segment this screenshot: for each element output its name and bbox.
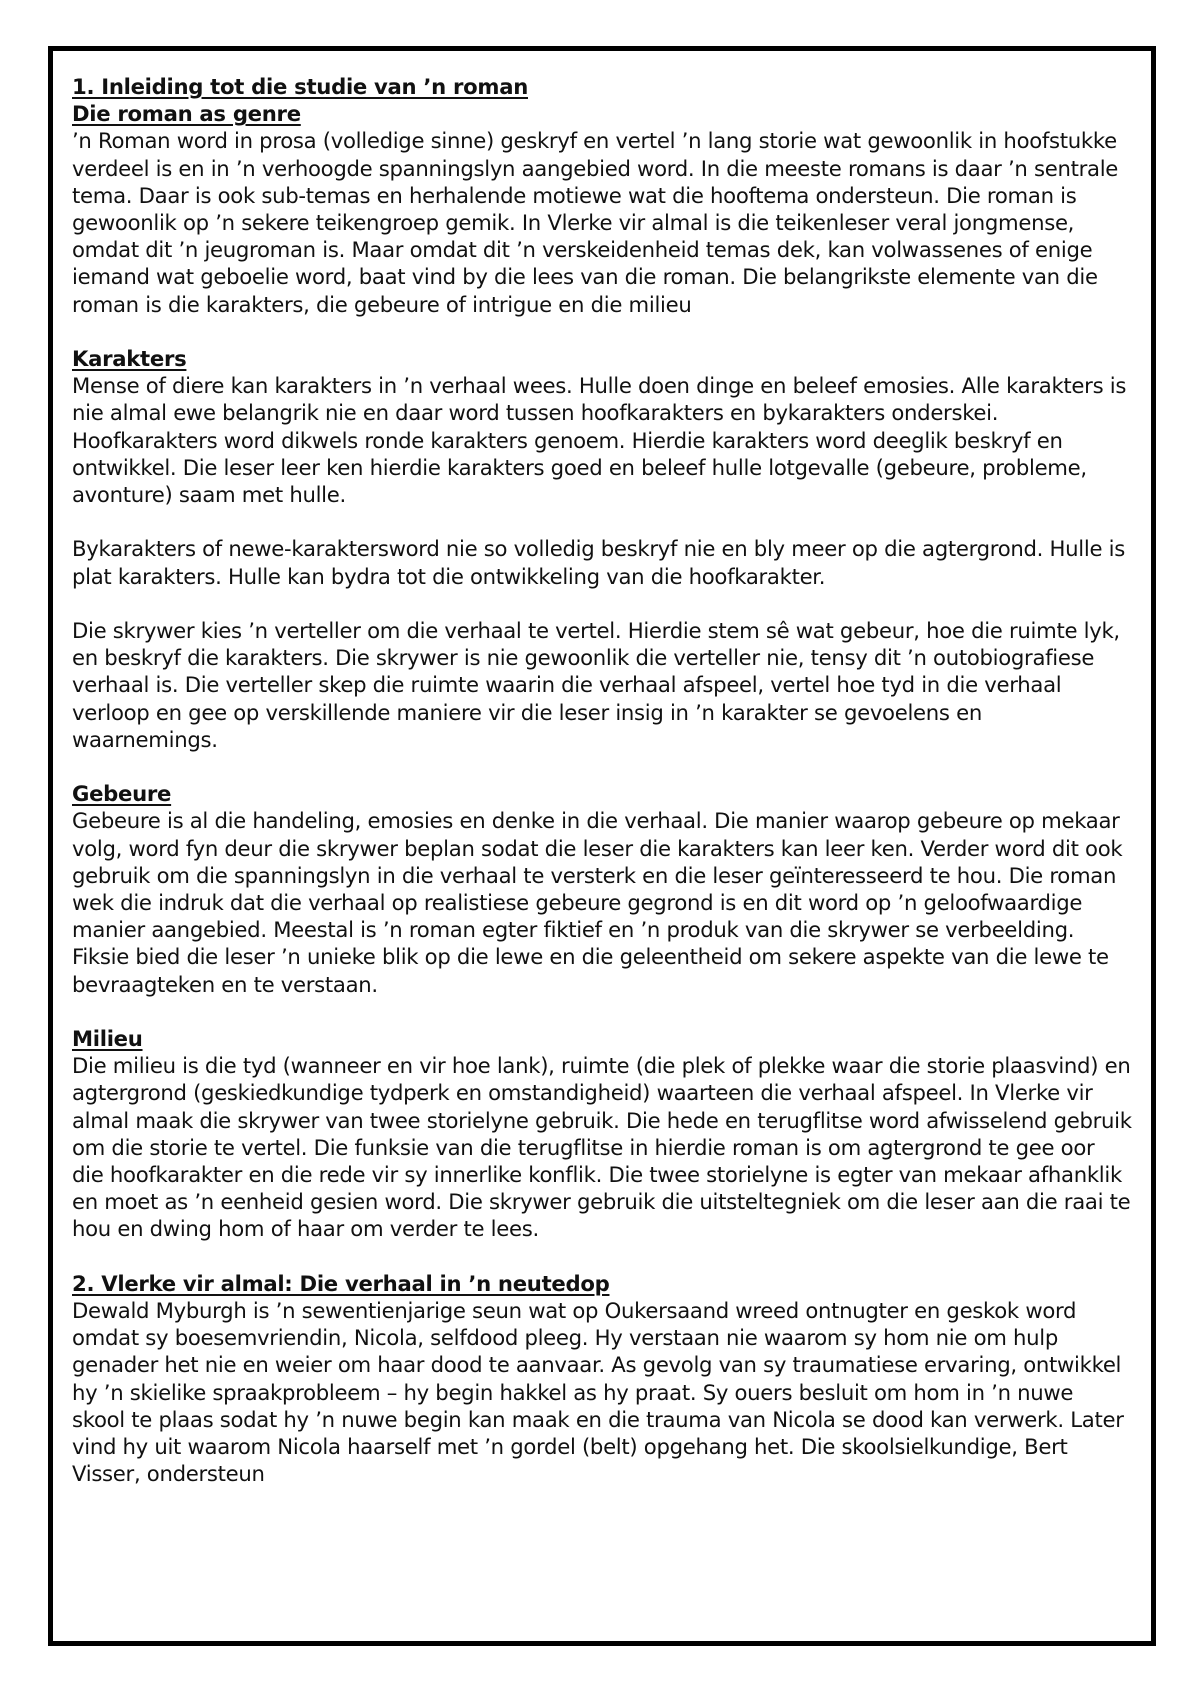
section-verhaal-in-neutedop xyxy=(72,1270,1132,1488)
paragraph-karakters-2: Bykarakters of newe-karaktersword nie so volledig beskryf nie en bly meer op die agtergrond. Hulle is plat karakters. Hulle kan bydra tot die ontwikkeling van die hoofkarakter. xyxy=(72,536,1125,589)
section-bykarakters xyxy=(72,535,1132,589)
section-verteller xyxy=(72,617,1132,753)
section-1-title: 1. Inleiding tot die studie van ’n roman xyxy=(72,74,528,99)
paragraph-roman-as-genre: ’n Roman word in prosa (volledige sinne) geskryf en vertel ’n lang storie wat gewoonlik in hoofstukke verdeel is en in ’n verhoogde spanningslyn aangebied word. In die meeste romans is daar ’n sentrale tema. Daar is ook sub-temas en herhalende motiewe wat die hooftema ondersteun. Die roman is gewoonlik op ’n sekere teikengroep gemik. In Vlerke vir almal is die teikenleser veral jongmense, omdat dit ’n jeugroman is. Maar omdat dit ’n verskeidenheid temas dek, kan volwassenes of enige iemand wat geboelie word, baat vind by die lees van die roman. Die belangrikste elemente van die roman is die karakters, die gebeure of intrigue en die milieu xyxy=(72,128,1119,317)
subheading-roman-as-genre: Die roman as genre xyxy=(72,101,301,127)
section-roman-as-genre xyxy=(72,73,1132,318)
paragraph-milieu: Die milieu is die tyd (wanneer en vir hoe lank), ruimte (die plek of plekke waar die storie plaasvind) en agtergrond (geskiedkundige tydperk en omstandigheid) waarteen die verhaal afspeel. In Vlerke vir almal maak die skrywer van twee storielyne gebruik. Die hede en terugflitse word afwisselend gebruik om die storie te vertel. Die funksie van die terugflitse in hierdie roman is om agtergrond te gee oor die hoofkarakter en die rede vir sy innerlike konflik. Die twee storielyne is egter van mekaar afhanklik en moet as ’n eenheid gesien word. Die skrywer gebruik die uitsteltegniek om die leser aan die raai te hou en dwing hom of haar om verder te lees. xyxy=(72,1053,1132,1242)
paragraph-karakters-1: Mense of diere kan karakters in ’n verhaal wees. Hulle doen dinge en beleef emosies. Alle karakters is nie almal ewe belangrik nie en daar word tussen hoofkarakters en bykarakters onderskei. Hoofkarakters word dikwels ronde karakters genoem. Hierdie karakters word deeglik beskryf en ontwikkel. Die leser leer ken hierdie karakters goed en beleef hulle lotgevalle (gebeure, probleme, avonture) saam met hulle. xyxy=(72,373,1127,508)
subheading-gebeure: Gebeure xyxy=(72,781,172,807)
section-karakters xyxy=(72,345,1132,508)
paragraph-verhaal-in-neutedop: Dewald Myburgh is ’n sewentienjarige seun wat op Oukersaand wreed ontnugter en geskok word omdat sy boesemvriendin, Nicola, selfdood pleeg. Hy verstaan nie waarom sy hom nie om hulp genader het nie en weier om haar dood te aanvaar. As gevolg van sy traumatiese ervaring, ontwikkel hy ’n skielike spraakprobleem – hy begin hakkel as hy praat. Sy ouers besluit om hom in ’n nuwe skool te plaas sodat hy ’n nuwe begin kan maak en die trauma van Nicola se dood kan verwerk. Later vind hy uit waarom Nicola haarself met ’n gordel (belt) opgehang het. Die skoolsielkundige, Bert Visser, ondersteun xyxy=(72,1298,1124,1487)
document-body xyxy=(72,73,1132,1487)
paragraph-karakters-3: Die skrywer kies ’n verteller om die verhaal te vertel. Hierdie stem sê wat gebeur, hoe die ruimte lyk, en beskryf die karakters. Die skrywer is nie gewoonlik die verteller nie, tensy dit ’n outobiografiese verhaal is. Die verteller skep die ruimte waarin die verhaal afspeel, vertel hoe tyd in die verhaal verloop en gee op verskillende maniere vir die leser insig in ’n karakter se gevoelens en waarnemings. xyxy=(72,618,1120,752)
subheading-karakters: Karakters xyxy=(72,346,187,372)
section-milieu xyxy=(72,1025,1132,1243)
subheading-milieu: Milieu xyxy=(72,1026,143,1052)
section-gebeure xyxy=(72,780,1132,998)
section-2-title: 2. Vlerke vir almal: Die verhaal in ’n neutedop xyxy=(72,1270,610,1296)
paragraph-gebeure: Gebeure is al die handeling, emosies en denke in die verhaal. Die manier waarop gebeure op mekaar volg, word fyn deur die skrywer beplan sodat die leser die karakters kan leer ken. Verder word dit ook gebruik om die spanningslyn in die verhaal te versterk en die leser geïnteresseerd te hou. Die roman wek die indruk dat die verhaal op realistiese gebeure gegrond is en dit word op ’n geloofwaardige manier aangebied. Meestal is ’n roman egter fiktief en ’n produk van die skrywer se verbeelding. Fiksie bied die leser ’n unieke blik op die lewe en die geleentheid om sekere aspekte van die lewe te bevraagteken en te verstaan. xyxy=(72,808,1123,997)
